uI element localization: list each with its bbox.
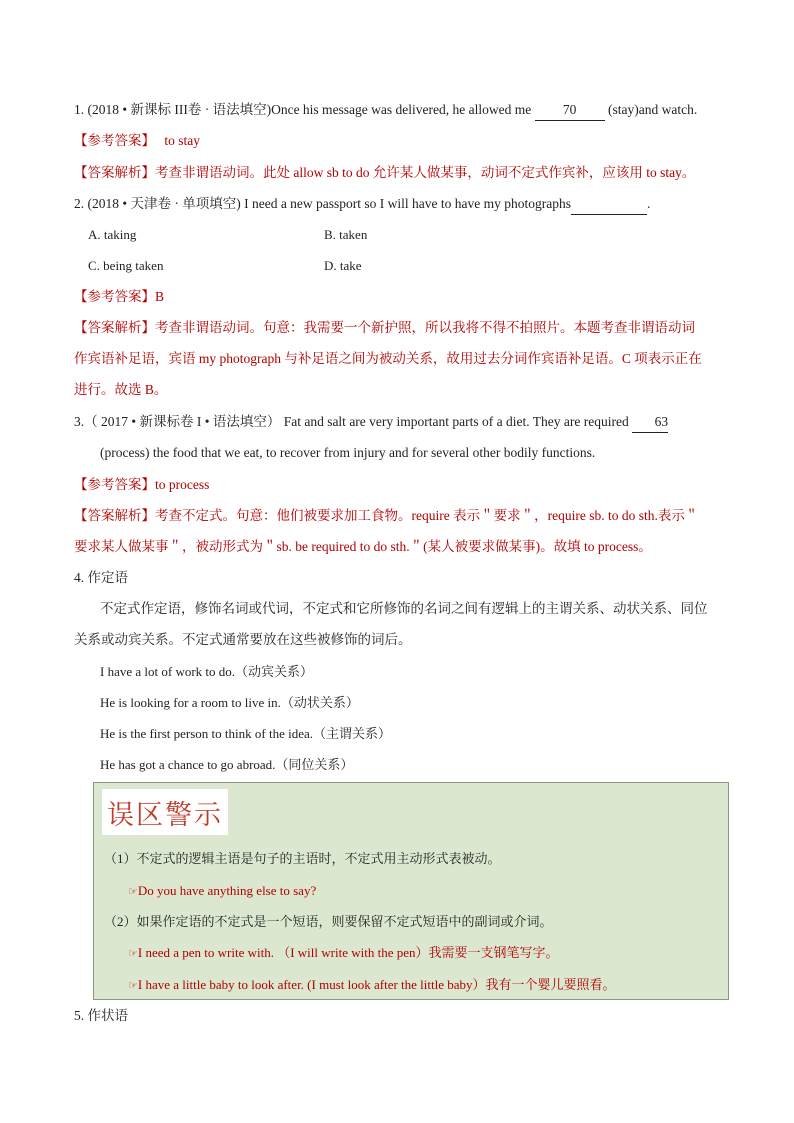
q2-option-d: D. take [324,258,362,273]
example-2: He is looking for a room to live in.（动状关系） [100,695,359,710]
warning-example-2: ☞I need a pen to write with. （I will write with the pen）我需要一支钢笔写字。 [128,945,559,960]
q2-blank [571,194,647,215]
q1-question: 1. (2018 • 新课标 III卷 · 语法填空)Once his message was delivered, he allowed me 70 (stay)and watch. [74,100,697,121]
warning-example-3: ☞I have a little baby to look after. (I must look after the little baby）我有一个婴儿要照看。 [128,977,616,992]
q2-option-b: B. taken [324,227,368,242]
q2-question: 2. (2018 • 天津卷 · 单项填空) I need a new passport so I will have to have my photographs . [74,194,650,215]
q2-answer: 【参考答案】B [74,289,165,304]
q3-question: 3.（ 2017 • 新课标卷 I • 语法填空） Fat and salt are very important parts of a diet. They are required 63 [74,412,668,433]
q3-blank: 63 [632,412,668,433]
q2-option-a: A. taking [88,227,137,242]
warning-note-1: （1）不定式的逻辑主语是句子的主语时，不定式用主动形式表被动。 [104,851,501,866]
section-4-para-line2: 关系或动宾关系。不定式通常要放在这些被修饰的词后。 [74,632,412,647]
q1-blank: 70 [535,100,605,121]
q3-question-line2: (process) the food that we eat, to recover from injury and for several other bodily functions. [100,445,596,460]
q2-option-c: C. being taken [88,258,164,273]
q2-analysis-line2: 作宾语补足语，宾语 my photograph 与补足语之间为被动关系，故用过去分词作宾语补足语。C 项表示正在 [74,351,702,366]
warning-logo: 误区警示 [102,789,228,835]
section-4-para-line1: 不定式作定语，修饰名词或代词，不定式和它所修饰的名词之间有逻辑上的主谓关系、动状关系、同位 [100,601,708,616]
section-5-heading: 5. 作状语 [74,1008,128,1023]
warning-box [93,782,729,1000]
hand-pointer-icon: ☞ [128,979,138,992]
q3-analysis-line2: 要求某人做某事＂，被动形式为＂sb. be required to do sth.＂(某人被要求做某事)。故填 to process。 [74,539,652,554]
hand-pointer-icon: ☞ [128,885,138,898]
section-4-heading: 4. 作定语 [74,570,128,585]
example-3: He is the first person to think of the idea.（主谓关系） [100,726,392,741]
example-1: I have a lot of work to do.（动宾关系） [100,664,314,679]
q3-answer: 【参考答案】to process [74,477,210,492]
q1-analysis: 【答案解析】考查非谓语动词。此处 allow sb to do 允许某人做某事，动词不定式作宾补，应该用 to stay。 [74,165,696,180]
hand-pointer-icon: ☞ [128,947,138,960]
q2-analysis: 【答案解析】考查非谓语动词。句意：我需要一个新护照，所以我将不得不拍照片。本题考查非谓语动词 [74,320,695,335]
warning-example-1: ☞Do you have anything else to say? [128,883,317,898]
warning-note-2: （2）如果作定语的不定式是一个短语，则要保留不定式短语中的副词或介词。 [104,914,553,929]
q2-analysis-line3: 进行。故选 B。 [74,382,168,397]
q1-answer: 【参考答案】 to stay [74,133,200,148]
q3-analysis: 【答案解析】考查不定式。句意：他们被要求加工食物。require 表示＂要求＂，require sb. to do sth.表示＂ [74,508,699,523]
example-4: He has got a chance to go abroad.（同位关系） [100,757,354,772]
